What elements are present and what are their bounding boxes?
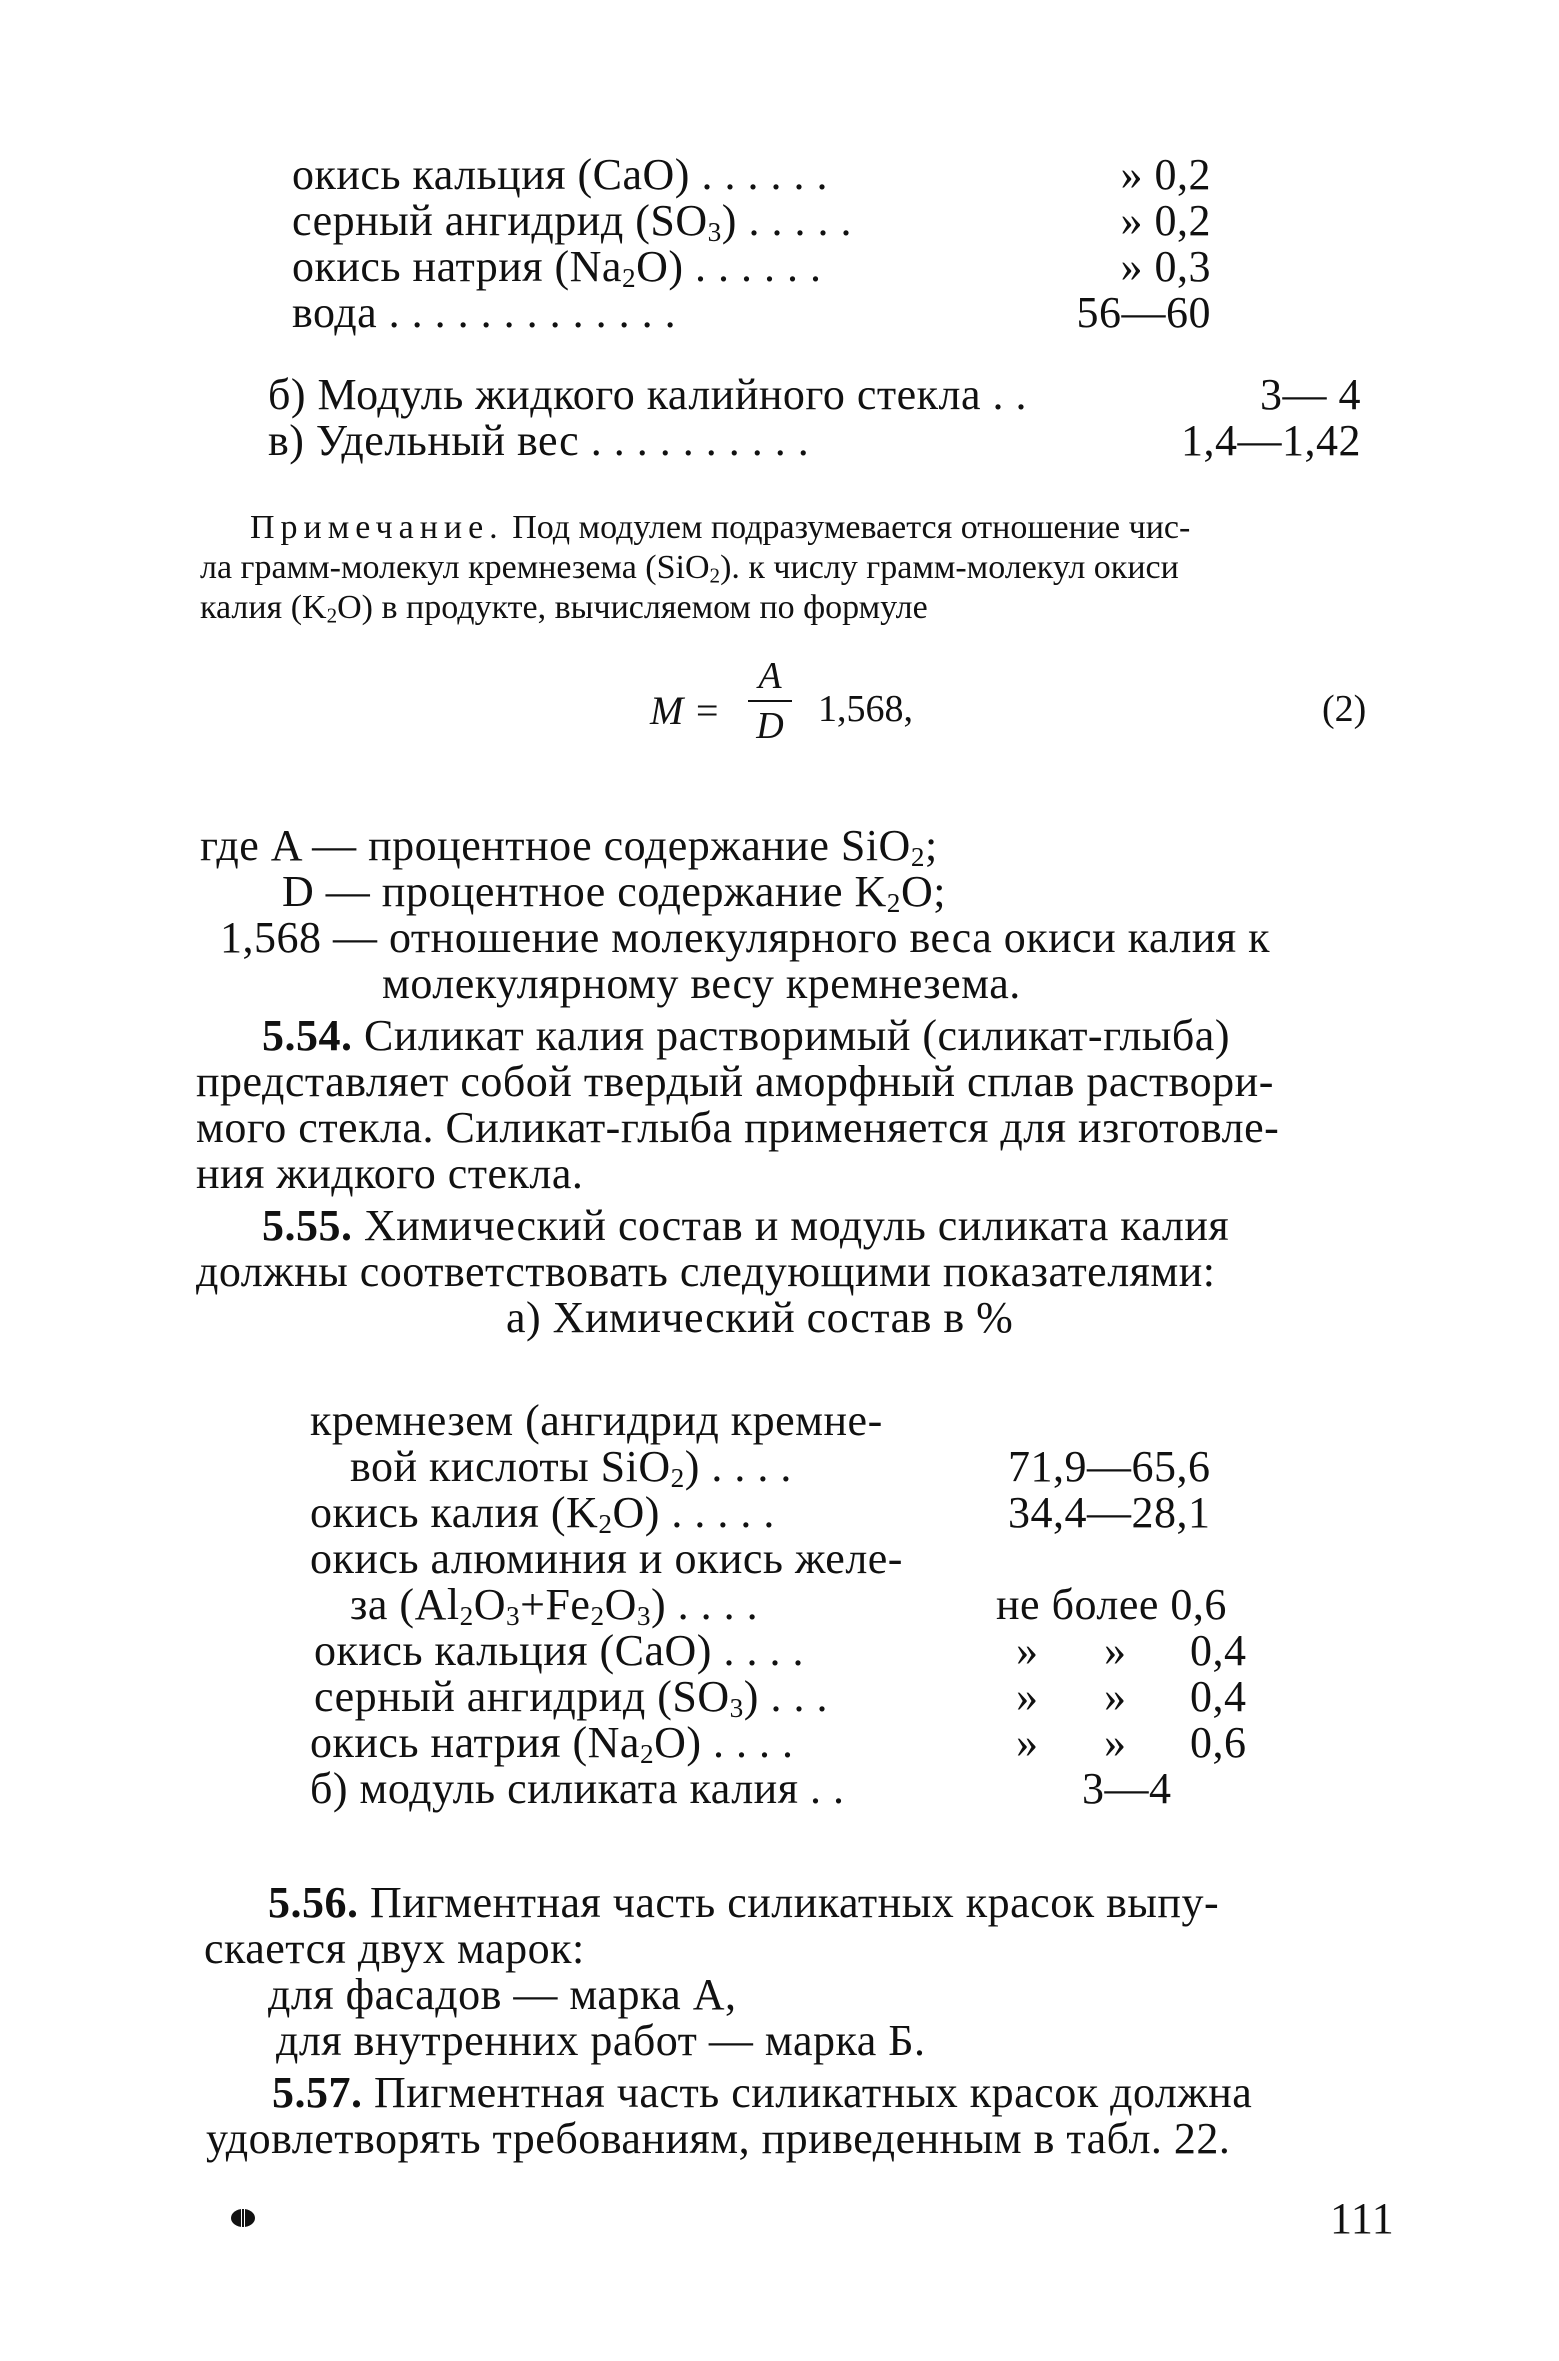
list-item: окись калия $(K_2O)$ . . . . . [310, 1488, 775, 1539]
list-item-value: 71,9—65,6 [1008, 1442, 1211, 1491]
book-page: окись кальция (CaO) . . . . . . » 0,2 серный ангидрид $(SO_3)$ . . . . . » 0,2 окись натрия $(Na_2O)$ . . . . . . » 0,3 вода . . . . . . . . . . . . . 56—60 б) Модуль жидкого калийного стекла . . 3— 4 в) Удельный вес . . . . . . . . . . 1,4—1,42 Примечание. Под модулем подразумевается отношение чис- ла грамм-молекул кремнезема (SiO$_2$). к числу грамм-молекул окиси калия $(K_2O)$ в продукте, вычисляемом по формуле M = A D 1,568, (2) где A — процентное содержание SiO$_2$; D — процентное содержание $K_2O$; 1,568 — отношение молекулярного веса окиси калия к молекулярному весу кремнезема. 5.54. Силикат калия растворимый (силикат-глыба) представляет собой твердый аморфный сплав раствори- мого стекла. Силикат-глыба применяется для изготовле- ния жидкого стекла. 5.55. Химический состав и модуль силиката калия должны соответствовать следующими показателями: а) Химический состав в % кремнезем (ангидрид кремне- вой кислоты SiO$_2$) . . . . 71,9—65,6 окись калия $(K_2O)$ . . . . . 34,4—28,1 окись алюминия и окись желе- за $(Al_2O_3+Fe_2O_3)$ . . . . не более 0,6 окись кальция (CaO) . . . . » » 0,4 серный ангидрид $(SO_3)$ . . . » » 0,4 окись натрия $(Na_2O)$ . . . . » » 0,6 б) модуль силиката калия . . 3—4 5.56. Пигментная часть силикатных красок выпу- скается двух марок: для фасадов — марка А, для внутренних работ — марка Б. 5.57. Пигментная часть силикатных красок должна удовлетворять требованиям, приведенным в табл. 22. 111 [196, 150, 1395, 2243]
list-item: б) модуль силиката калия . . [310, 1764, 845, 1813]
list-item: б) Модуль жидкого калийного стекла . . [268, 370, 1028, 419]
list-item: вой кислоты SiO$_2$) . . . . [350, 1442, 792, 1493]
list-item: серный ангидрид $(SO_3)$ . . . . . [292, 196, 852, 247]
list-item-value: 3— 4 [1260, 370, 1361, 419]
list-item: вода . . . . . . . . . . . . . [292, 288, 677, 337]
list-item-value: 3—4 [1082, 1764, 1172, 1813]
list-item-value: не более 0,6 [996, 1580, 1227, 1629]
list-item: окись натрия $(Na_2O)$ . . . . [310, 1718, 794, 1769]
list-item: окись натрия $(Na_2O)$ . . . . . . [292, 242, 822, 293]
section-number: 5.57. [272, 2068, 363, 2117]
note-label: Примечание. [250, 509, 504, 546]
list-item-value: » 0,2 [1120, 150, 1211, 199]
list-item: за $(Al_2O_3+Fe_2O_3)$ . . . . [350, 1580, 759, 1631]
section-number: 5.56. [268, 1878, 359, 1927]
list-item-value: 0,6 [1190, 1718, 1247, 1767]
list-item-value: » 0,2 [1120, 196, 1211, 245]
section-number: 5.55. [262, 1201, 353, 1250]
formula-lhs: M = [650, 688, 721, 733]
formula-factor: 1,568, [818, 688, 913, 730]
formula-number: (2) [1322, 688, 1367, 730]
publisher-mark-icon [228, 2206, 258, 2230]
list-item-value: 0,4 [1190, 1672, 1247, 1721]
list-item: окись кальция (CaO) . . . . . . [292, 150, 828, 199]
list-item-value: 56—60 [1076, 288, 1211, 337]
list-item: серный ангидрид $(SO_3)$ . . . [314, 1672, 828, 1723]
page-number: 111 [1330, 2194, 1395, 2243]
list-item-value: » 0,3 [1120, 242, 1211, 291]
list-item-value: 1,4—1,42 [1181, 416, 1361, 465]
formula-fraction: A D [748, 654, 792, 748]
section-number: 5.54. [262, 1011, 353, 1060]
list-item-value: 0,4 [1190, 1626, 1247, 1675]
list-item: в) Удельный вес . . . . . . . . . . [268, 416, 810, 465]
list-item-value: 34,4—28,1 [1008, 1488, 1211, 1537]
list-item: окись кальция (CaO) . . . . [314, 1626, 804, 1675]
